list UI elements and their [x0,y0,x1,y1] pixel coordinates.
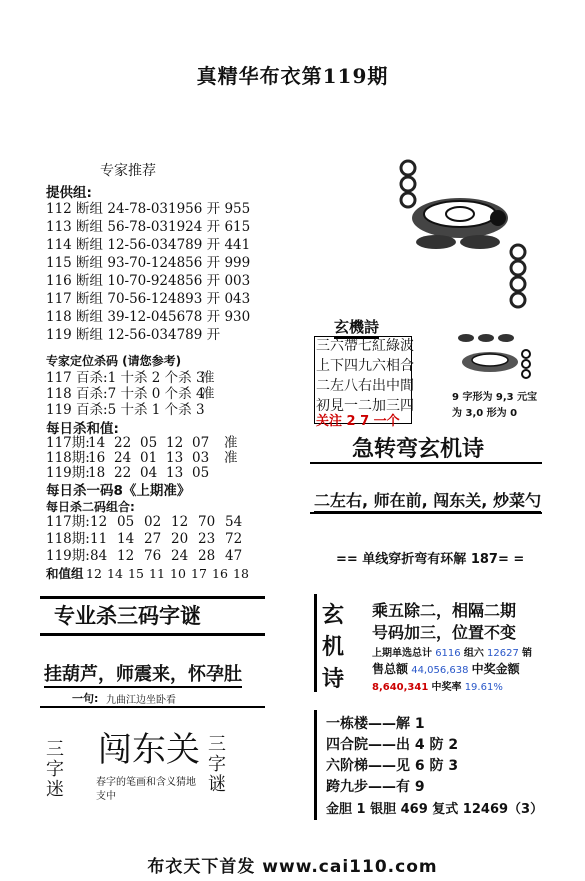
clue-line: 六阶梯——见 6 防 3 [326,758,459,774]
sum-kill-num: 22 [114,435,132,451]
prize-val: 8,640,341 [372,682,429,693]
sum-kill-num: 22 [114,465,132,481]
poem-box-stats [372,644,532,659]
two-code-sum-num: 10 [170,566,186,581]
small-ingot-drawing [452,330,538,390]
sum-kill-num: 24 [114,450,132,466]
word-riddle-center: 闯东关 [98,730,200,770]
poem-vertical-char: 诗 [322,667,345,692]
two-code-num: 12 [90,514,108,530]
two-code-num: 54 [225,514,243,530]
sum-kill-num: 05 [140,435,158,451]
xuanji-lines [316,336,414,416]
sum-kill-num: 12 [166,435,184,451]
two-code-sum-num: 16 [212,566,228,581]
riddle-hint: 九曲江边坐卧看 [106,695,176,706]
sum-kill-num: 05 [192,465,210,481]
two-code-num: 28 [198,548,216,564]
poem-box-rate [372,678,503,693]
two-code-sum-num: 12 [86,566,102,581]
two-code-row [46,514,254,531]
two-code-num: 12 [117,548,135,564]
two-code-num: 12 [171,514,189,530]
sum-kill-row [46,436,238,451]
two-code-num: 23 [198,531,216,547]
sum-kill-issue: 119期: [46,465,90,481]
xuanji-line: 初見一二加三四 [316,398,414,414]
two-code-issue: 118期: [46,531,90,547]
kill-row [46,402,215,418]
expert-line: 118 断组 39-12-045678 开 930 [46,309,251,325]
sum-kill-num: 01 [140,450,158,466]
kill-mark: 准 [201,370,215,386]
two-code-row [46,548,254,565]
two-code-sum-row [46,565,254,582]
two-code-heading: 每日杀二码组合: [46,500,135,514]
stats-label-3: 销 [522,648,533,659]
stats-val-1: 6116 [435,648,461,659]
two-code-num: 27 [144,531,162,547]
two-code-num: 05 [117,514,135,530]
two-code-table [46,514,254,582]
stats-val-2: 12627 [487,648,519,659]
stats-label-1: 上期单选总计 [372,648,432,659]
page-title: 真精华布衣第119期 [196,64,389,88]
two-code-num: 76 [144,548,162,564]
sales-val: 44,056,638 [411,665,469,676]
two-code-num: 14 [117,531,135,547]
sum-kill-heading: 每日杀和值: [46,421,119,437]
kill-row [46,386,215,402]
expert-line: 117 断组 70-56-124893 开 043 [46,291,251,307]
turn-poem: 二左右, 师在前, 闯东关, 炒菜勺 [314,488,541,513]
expert-line: 115 断组 93-70-124856 开 999 [46,255,251,271]
sales-label: 售总额 [372,662,409,676]
two-code-sum-num: 11 [149,566,165,581]
ingot-drawing [398,156,538,316]
two-code-num: 11 [90,531,108,547]
rate-val: 19.61% [464,682,503,693]
clue-line: 一栋楼——解 1 [326,716,425,732]
sum-kill-issue: 118期: [46,450,90,466]
two-code-num: 72 [225,531,243,547]
pic-note-2: 为 3,0 形为 0 [452,408,518,419]
riddle-divider [40,706,265,708]
single-line-banner: == 单线穿折弯有环解 187= = [336,552,525,567]
word-riddle-note: 春字的笔画和含义猜地支中 [96,777,196,802]
sum-kill-mark: 准 [224,435,238,451]
xuanji-line: 二左八右出中間 [316,378,414,394]
sum-kill-num: 18 [88,465,106,481]
word-riddle-left: 三字迷 [46,739,64,800]
sum-kill-num: 13 [166,465,184,481]
two-code-num: 20 [171,531,189,547]
stats-label-2: 组六 [463,648,484,659]
sum-kill-table [46,436,238,481]
riddle-line: 挂葫芦，师震来，怀孕肚 [44,660,242,688]
kill-text: 118 百杀:7 十杀 0 个杀 4 [46,386,205,402]
expert-subheading: 提供组: [46,185,92,201]
kill-mark: 准 [201,386,215,402]
sum-kill-issue: 117期: [46,435,90,451]
prize-label: 中奖金额 [471,662,520,676]
kill-heading: 专家定位杀码 (请您参考) [46,354,182,368]
expert-line: 116 断组 10-70-924856 开 003 [46,273,251,289]
two-code-sum-num: 14 [107,566,123,581]
two-code-issue: 119期: [46,548,90,564]
kill-row [46,370,215,386]
kill-text: 119 百杀:5 十杀 1 个杀 3 [46,402,205,418]
sum-kill-num: 14 [88,435,106,451]
two-code-sum-num: 15 [128,566,144,581]
poem-box-vertical [322,600,344,696]
expert-heading: 专家推荐 [100,163,156,179]
poem-vertical-char: 玄 [322,603,345,628]
expert-line: 119 断组 12-56-034789 开 [46,327,221,343]
pic-note-1: 9 字形为 9,3 元宝 [452,392,538,403]
turn-poem-divider-2 [310,512,542,514]
two-code-num: 24 [171,548,189,564]
turn-poem-divider [310,462,542,464]
two-code-num: 84 [90,548,108,564]
expert-line: 113 断组 56-78-031924 开 615 [46,219,251,235]
expert-list [46,200,250,344]
one-code-line: 每日杀一码8《上期准》 [46,483,191,499]
sum-kill-row [46,466,238,481]
two-code-num: 47 [225,548,243,564]
sum-kill-num: 16 [88,450,106,466]
final-pick: 金胆 1 银胆 469 复式 12469（3） [326,802,544,817]
two-code-sum-num: 17 [191,566,207,581]
sum-kill-num: 07 [192,435,210,451]
expert-line: 114 断组 12-56-034789 开 441 [46,237,251,253]
poem-box-line1: 乘五除二，相隔二期 [372,601,517,620]
xuanji-heading: 玄機詩 [334,316,379,339]
kill-text: 117 百杀:1 十杀 2 个杀 3 [46,370,205,386]
word-riddle-right: 三字谜 [208,734,226,795]
kill-list [46,370,215,418]
xuanji-line: 三六帶七紅綠波 [316,338,414,354]
sum-kill-mark: 准 [224,450,238,466]
poem-box-sales [372,660,520,677]
footer-site: 布衣天下首发 www.cai110.com [147,857,438,877]
clue-list [326,714,458,798]
rate-label: 中奖率 [431,682,462,693]
xuanji-line: 上下四九六相合 [316,358,414,374]
riddle-hint-label: 一句: [72,692,99,705]
two-code-sum-num: 18 [233,566,249,581]
two-code-row [46,531,254,548]
poem-vertical-char: 机 [322,635,345,660]
sum-kill-num: 03 [192,450,210,466]
sum-kill-num: 04 [140,465,158,481]
expert-line: 112 断组 24-78-031956 开 955 [46,201,251,217]
xuanji-focus: 关注 2 7 一个 [316,414,400,429]
clue-line: 四合院——出 4 防 2 [326,737,459,753]
sum-kill-row [46,451,238,466]
two-code-issue: 117期: [46,514,90,530]
turn-poem-heading: 急转弯玄机诗 [352,437,485,462]
sum-kill-num: 13 [166,450,184,466]
clue-line: 跨九步——有 9 [326,779,425,795]
poem-box-line2: 号码加三，位置不变 [372,623,517,642]
two-code-sum-label: 和值组 [46,566,84,581]
riddle-banner: 专业杀三码字谜 [54,604,201,628]
two-code-num: 70 [198,514,216,530]
two-code-num: 02 [144,514,162,530]
